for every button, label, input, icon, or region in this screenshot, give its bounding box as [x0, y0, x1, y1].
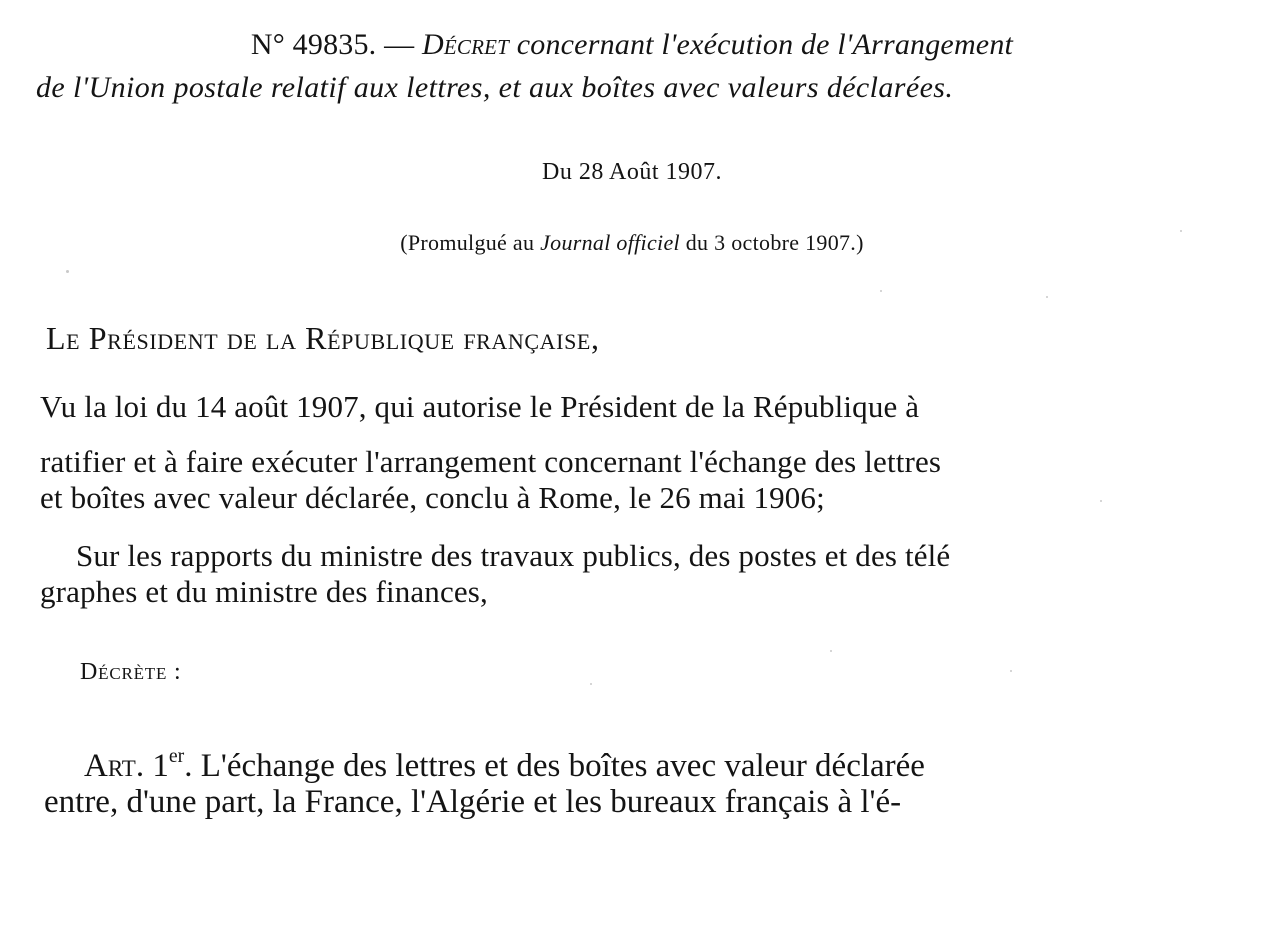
- sur-line-2: graphes et du ministre des finances,: [40, 574, 488, 609]
- vu-line-1: Vu la loi du 14 août 1907, qui autorise le Président de la République à: [40, 389, 920, 424]
- promulgation-after: du 3 octobre 1907.): [679, 230, 864, 255]
- scan-speck: [830, 650, 832, 652]
- promulgation-before: (Promulgué au: [400, 230, 541, 255]
- scan-speck: [66, 270, 69, 273]
- article-1-line-1: [84, 745, 925, 784]
- article-label: Art. 1: [84, 748, 169, 784]
- decree-date: Du 28 Août 1907.: [541, 159, 722, 185]
- scan-speck: [880, 290, 882, 292]
- decree-number: N° 49835.: [250, 28, 377, 61]
- scan-speck: [1100, 500, 1102, 502]
- scan-speck: [1180, 230, 1182, 232]
- vu-line-2: ratifier et à faire exécuter l'arrangement concernant l'échange des lettres: [40, 444, 942, 479]
- president-heading: Le Président de la République française,: [46, 320, 600, 356]
- article-1-text: . L'échange des lettres et des boîtes avec valeur déclarée: [184, 748, 925, 784]
- scan-speck: [1010, 670, 1012, 672]
- promulgation-note: [0, 232, 1264, 254]
- scan-speck: [1046, 296, 1048, 298]
- journal-officiel: Journal officiel: [540, 230, 680, 255]
- decree-word: Décret: [422, 28, 510, 61]
- decree-title-line-2: de l'Union postale relatif aux lettres, et aux boîtes avec valeurs déclarées.: [36, 71, 954, 104]
- decrete-heading: Décrète :: [80, 659, 182, 685]
- article-1-line-2: entre, d'une part, la France, l'Algérie et les bureaux français à l'é-: [44, 784, 902, 820]
- vu-line-3: et boîtes avec valeur déclarée, conclu à Rome, le 26 mai 1906;: [40, 480, 825, 515]
- title-dash: —: [376, 28, 422, 61]
- sur-line-1: Sur les rapports du ministre des travaux publics, des postes et des télé: [76, 538, 951, 573]
- decree-title-line-1: [0, 30, 1264, 60]
- decree-title-rest: concernant l'exécution de l'Arrangement: [509, 28, 1014, 61]
- article-ordinal: er: [168, 745, 185, 768]
- scan-speck: [590, 683, 592, 685]
